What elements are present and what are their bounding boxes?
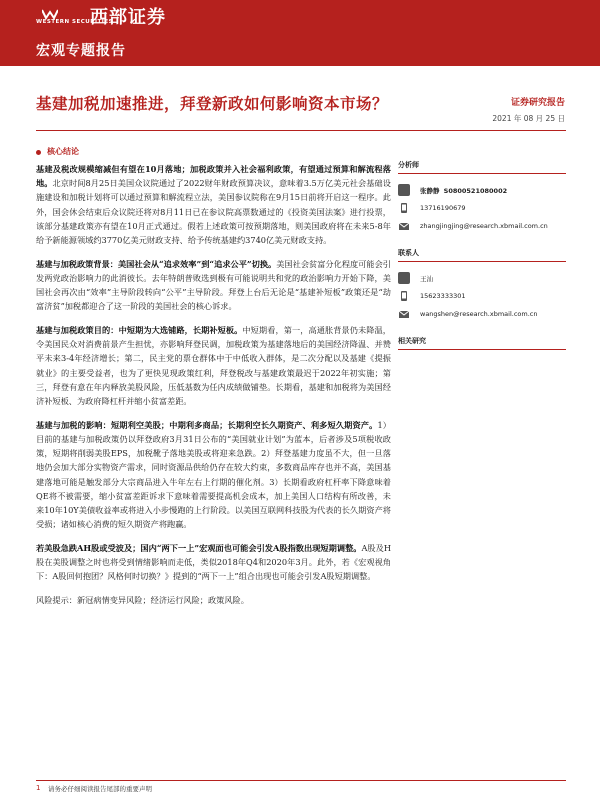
logo-english-text: WESTERN SECURITIES	[36, 19, 114, 25]
main-text-column	[36, 162, 391, 617]
analyst-certificate: S0800521080002	[443, 187, 508, 195]
paragraph-lead: 基建与加税的影响：短期利空美股；中期利多商品；长期利空长久期资产、利多短久期资产。	[36, 419, 378, 430]
report-header-bar	[0, 0, 600, 66]
paragraph-body: 风险提示：新冠病情变异风险；经济运行风险；政策风险。	[36, 594, 249, 605]
paragraph-body: 1）目前的基建与加税政策仍以拜登政府3月31日公布的“美国就业计划”为蓝本，后者涉及5项税收政策，短期将削弱美股EPS，加税靴子落地美股或将迎来急跌。2）拜登基建力度虽不大，但一旦落地仍会加大部分实物资产需求，同时资源品供给仍存在较大约束，多数商品库存也并不高，美国基建落地可能是触发部分大宗商品进入牛年左右上行期的催化剂。3）长期看政府杠杆率下降意味着QE将不被需要，缩小贫富差距诉求下意味着需要提高机会成本，加上美国人口结构有所改善，未来10年10Y美债收益率或将进入小步慢跑的上行阶段。以美国互联网科技股为代表的长久期资产将受损；诸如核心消费的短久期资产将跑赢。	[36, 419, 391, 530]
contact-phone-row	[398, 290, 566, 304]
paragraph-body: 美国社会贫富分化程度可能会引发两党政治影响力的此消彼长。去年特朗普败选到极有可能说明共和党的政治影响力开始下降，美国社会再次由“效率”主导阶段转向“公平”主导阶段。拜登上台后无论是“基建补短板”政策还是“劫富济贫”加税都迎合了这一阶段的美国社会的核心诉求。	[36, 258, 391, 312]
report-category-label: 证券研究报告	[510, 98, 565, 108]
contact-email[interactable]: wangshen@research.xbmail.com.cn	[420, 310, 538, 318]
analyst-phone: 13716190679	[420, 204, 466, 212]
summary-heading	[36, 146, 79, 157]
email-icon	[398, 220, 410, 232]
paragraph-3	[36, 323, 391, 408]
avatar	[398, 184, 410, 196]
logo-chinese-text: 西部证券	[90, 7, 166, 28]
disclaimer-note: 请务必仔细阅读报告尾部的重要声明	[48, 785, 152, 793]
analyst-email[interactable]: zhangjingjing@research.xbmail.com.cn	[420, 222, 548, 230]
contact-heading: 联系人	[398, 248, 566, 262]
title-divider	[36, 130, 566, 131]
analyst-name-row	[398, 184, 566, 198]
paragraph-1	[36, 162, 391, 247]
analyst-heading: 分析师	[398, 160, 566, 174]
analyst-email-row	[398, 220, 566, 234]
avatar	[398, 272, 410, 284]
report-title: 基建加税加速推进，拜登新政如何影响资本市场？	[36, 94, 389, 113]
paragraph-5	[36, 541, 391, 584]
paragraph-4	[36, 418, 391, 532]
sidebar	[398, 160, 566, 360]
paragraph-body: A股及H股在美股调整之时也将受到情绪影响而走低，类似2018年Q4和2020年3月。此外，若《宏观视角下：A股回何抱团？风格何时切换？》提到的“两下一上”组合出现也可能会引发A股短期调整。	[36, 542, 391, 582]
paragraph-lead: 基建与加税政策目的：中短期为大选铺路，长期补短板。	[36, 325, 243, 336]
analyst-name: 张静静	[420, 187, 440, 195]
paragraph-lead: 基建及税改规模缩减但有望在10月落地；加税政策并入社会福利政策，有望通过预算和解流程落地。	[36, 164, 391, 189]
bullet-icon	[36, 150, 41, 155]
paragraph-lead: 若美股急跌AH股或受波及；国内“两下一上”宏观面也可能会引发A股指数出现短期调整。	[36, 542, 362, 553]
footer-divider	[36, 780, 566, 781]
phone-icon	[398, 290, 410, 302]
paragraph-2	[36, 257, 391, 314]
risk-warning	[36, 593, 391, 607]
contact-email-row	[398, 308, 566, 322]
report-date: 2021 年 08 月 25 日	[492, 114, 565, 123]
paragraph-lead: 基建与加税政策背景：美国社会从“追求效率”到“追求公平”切换。	[36, 258, 277, 269]
report-type-label: 宏观专题报告	[36, 43, 126, 59]
contact-name: 王汕	[420, 275, 433, 283]
page-number: 1	[36, 784, 41, 792]
analyst-phone-row	[398, 202, 566, 216]
phone-icon	[398, 202, 410, 214]
paragraph-body: 中短期看，第一，高通胀背景仍未降温，令美国民众对消费前景产生担忧，亦影响拜登民调，加税政策为基建落地后的美国经济降温、并赞平未来3-4年经济增长；第二，民主党的票仓群体中于中低收入群体，是二次分配以及基建《提振就业》的主要受益者，也为了更快见现政策红利，拜登税改与基建政策最迟于2022年初实施；第三，拜登有意在年内释放美股风险，压低基数为任内成绩做铺垫。长期看，基建和加税将为美国经济补短板、为政府降杠杆并缩小贫富差距。	[36, 325, 391, 407]
summary-heading-text: 核心结论	[47, 146, 79, 156]
related-research-heading: 相关研究	[398, 336, 566, 350]
contact-name-row	[398, 272, 566, 286]
contact-phone: 15623333301	[420, 292, 466, 300]
email-icon	[398, 308, 410, 320]
paragraph-body: 北京时间8月25日美国众议院通过了2022财年财政预算决议，意味着3.5万亿美元社会基础设施建设和加税计划将可以通过预算和解流程立法，美国参议院称在9月15日前将开启这一程序。此外，国会休会结束后众议院还将对8月11日已在参议院高票数通过的《投资美国法案》进行投票，该部分基建政策亦有望在10月正式通过。假若上述政策可按预期落地，则美国政府将在未来5-8年给予新能源领域约3770亿美元财政支持、给予传统基建约3740亿美元财政支持。	[36, 178, 391, 246]
